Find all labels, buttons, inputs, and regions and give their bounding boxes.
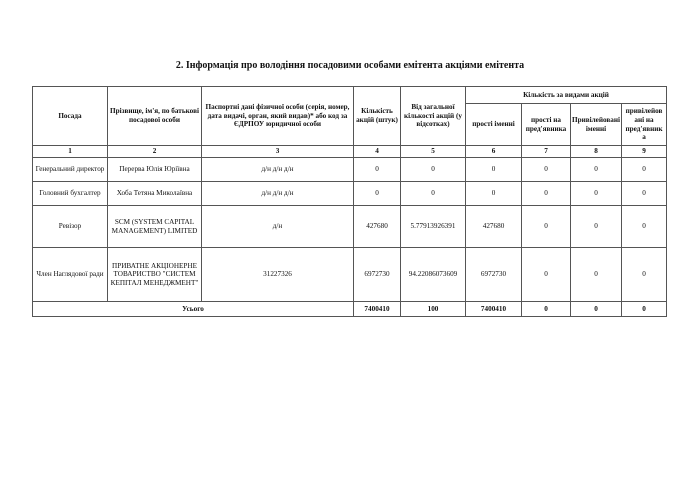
header-simple-bearer: прості на пред'явника [522,104,571,146]
cell-percent: 94.22086073609 [401,248,466,302]
header-name: Прізвище, ім'я, по батькові посадової особи [108,87,202,146]
cell-preferred-named: 0 [571,206,622,248]
total-preferred-named: 0 [571,302,622,317]
cell-simple-bearer: 0 [522,182,571,206]
cell-preferred-named: 0 [571,182,622,206]
cell-percent: 0 [401,158,466,182]
table-row [33,206,667,248]
cell-percent: 0 [401,182,466,206]
cell-simple-bearer: 0 [522,206,571,248]
cell-preferred-bearer: 0 [622,248,667,302]
cell-shares: 427680 [354,206,401,248]
column-number: 9 [622,146,667,158]
total-percent: 100 [401,302,466,317]
header-simple-named: прості іменні [466,104,522,146]
column-number: 8 [571,146,622,158]
table-row [33,158,667,182]
column-number: 3 [202,146,354,158]
column-number: 7 [522,146,571,158]
column-number-row [33,146,667,158]
cell-preferred-named: 0 [571,158,622,182]
cell-name: Перерва Юлія Юріївна [108,158,202,182]
column-number: 2 [108,146,202,158]
total-simple-named: 7400410 [466,302,522,317]
cell-simple-bearer: 0 [522,248,571,302]
cell-name: ПРИВАТНЕ АКЦІОНЕРНЕ ТОВАРИСТВО "СИСТЕМ КЕПІТАЛ МЕНЕДЖМЕНТ" [108,248,202,302]
header-by-type-group: Кількість за видами акцій [466,87,667,104]
header-position: Посада [33,87,108,146]
cell-passport: 31227326 [202,248,354,302]
total-preferred-bearer: 0 [622,302,667,317]
total-row [33,302,667,317]
shareholdings-table [32,86,667,317]
cell-position: Головний бухгалтер [33,182,108,206]
cell-simple-named: 6972730 [466,248,522,302]
document-title: 2. Інформація про володіння посадовими особами емітента акціями емітента [175,60,525,71]
header-passport: Паспортні дані фізичної особи (серія, номер, дата видачі, орган, який видав)* або код за ЄДРПОУ юридичної особи [202,87,354,146]
cell-name: Хоба Тетяна Миколаївна [108,182,202,206]
cell-passport: д/н [202,206,354,248]
cell-simple-bearer: 0 [522,158,571,182]
cell-simple-named: 0 [466,158,522,182]
table-row [33,248,667,302]
cell-simple-named: 427680 [466,206,522,248]
table-row [33,182,667,206]
cell-percent: 5.77913926391 [401,206,466,248]
total-label: Усього [33,302,354,317]
cell-preferred-bearer: 0 [622,206,667,248]
header-preferred-bearer: привілейов ані на пред'явник а [622,104,667,146]
cell-position: Ревізор [33,206,108,248]
cell-preferred-bearer: 0 [622,182,667,206]
column-number: 6 [466,146,522,158]
cell-shares: 6972730 [354,248,401,302]
cell-passport: д/н д/н д/н [202,182,354,206]
total-shares: 7400410 [354,302,401,317]
cell-preferred-bearer: 0 [622,158,667,182]
header-shares-count: Кількість акцій (штук) [354,87,401,146]
header-share-percent: Від загальної кількості акцій (у відсотках) [401,87,466,146]
cell-simple-named: 0 [466,182,522,206]
column-number: 4 [354,146,401,158]
header-preferred-named: Привілейовані іменні [571,104,622,146]
cell-position: Генеральний директор [33,158,108,182]
cell-position: Член Наглядової ради [33,248,108,302]
cell-shares: 0 [354,158,401,182]
column-number: 1 [33,146,108,158]
cell-preferred-named: 0 [571,248,622,302]
total-simple-bearer: 0 [522,302,571,317]
cell-shares: 0 [354,182,401,206]
cell-name: SCM (SYSTEM CAPITAL MANAGEMENT) LIMITED [108,206,202,248]
column-number: 5 [401,146,466,158]
cell-passport: д/н д/н д/н [202,158,354,182]
header-row-top [33,87,667,104]
